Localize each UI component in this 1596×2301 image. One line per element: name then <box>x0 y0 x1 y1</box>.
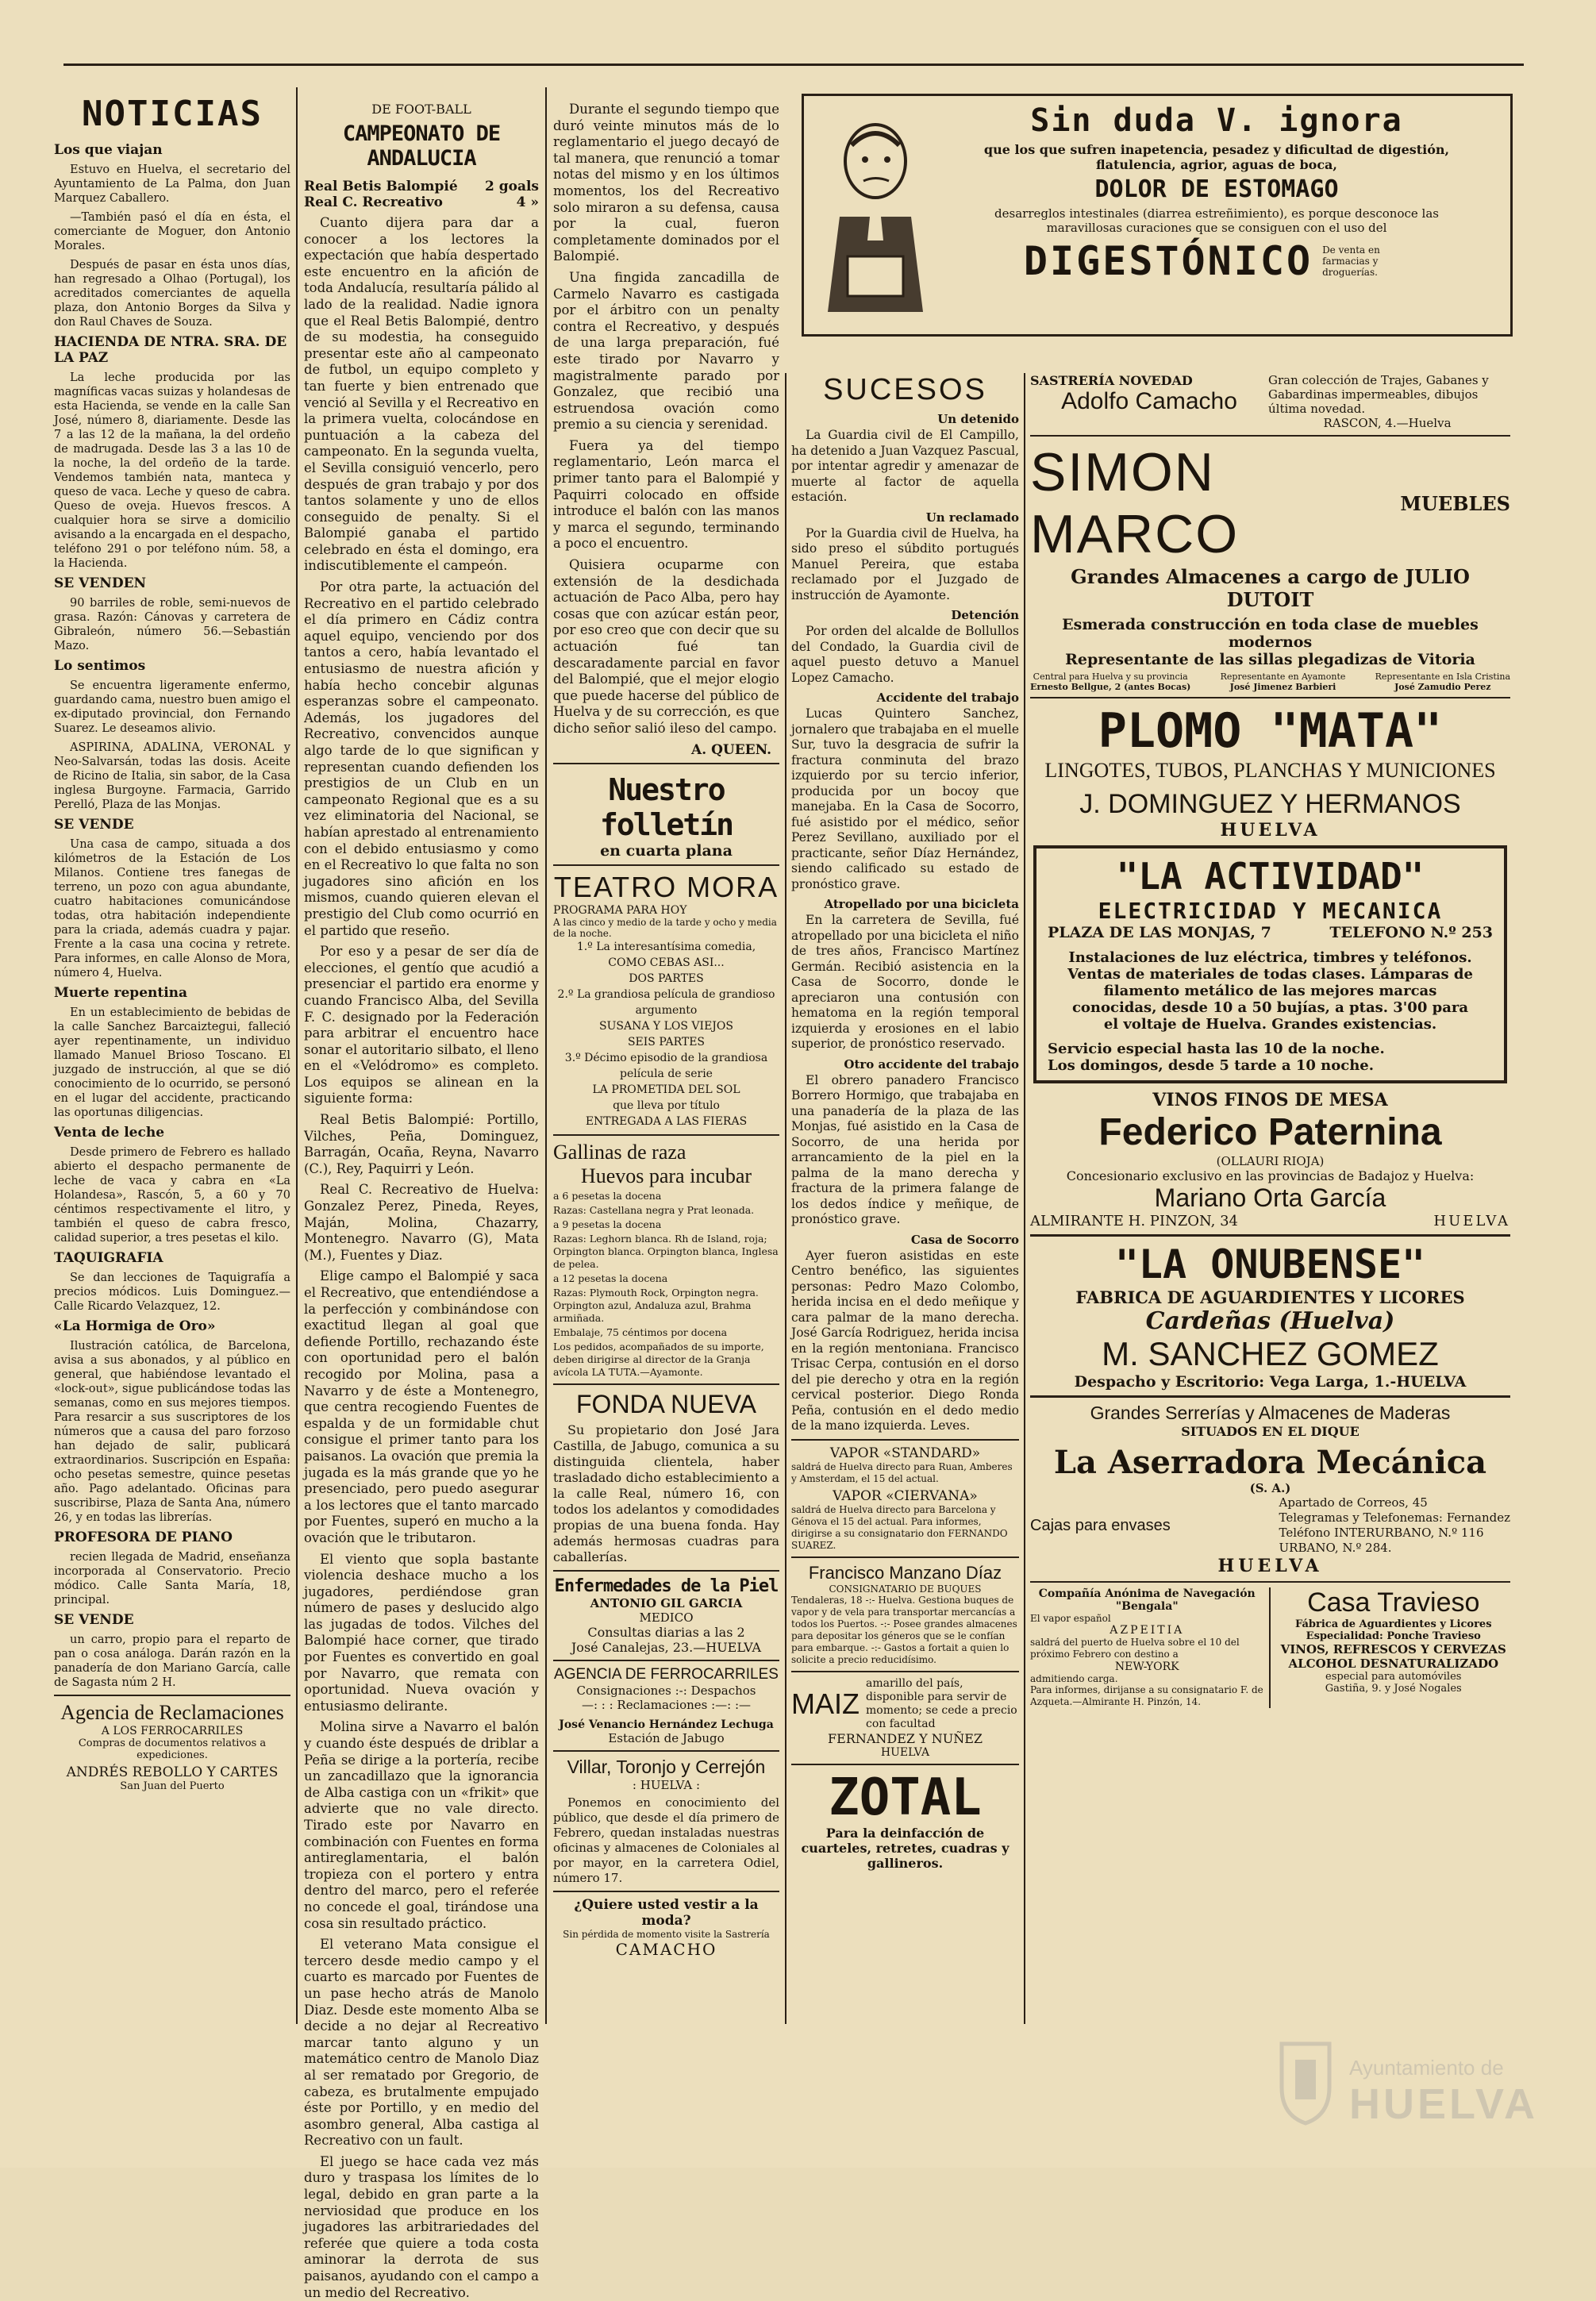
sucesos-list <box>791 412 1019 1434</box>
actividad-title: "LA ACTIVIDAD" <box>1116 855 1425 898</box>
suceso-heading: Otro accidente del trabajo <box>844 1056 1019 1072</box>
travieso-line2: Especialidad: Ponche Travieso <box>1306 1630 1481 1642</box>
suceso-heading: Casa de Socorro <box>910 1232 1019 1247</box>
bengala-line1: El vapor español <box>1030 1613 1111 1624</box>
ferro-place: Estación de Jabugo <box>608 1730 725 1745</box>
news-heading: TAQUIGRAFIA <box>54 1250 163 1266</box>
digestonico-side: De venta en farmacias y droguerías. <box>1322 244 1380 278</box>
football-title: CAMPEONATO DE ANDALUCIA <box>342 121 501 171</box>
suceso-heading: Accidente del trabajo <box>876 691 1019 705</box>
digestonico-line2: DOLOR DE ESTOMAGO <box>1094 175 1339 203</box>
news-heading: SE VENDEN <box>54 575 147 591</box>
football-paragraph: Quisiera ocuparme con extensión de la desdichada actuación de Paco Alba, pero hay cosas que con azúcar están peor, por eso creo que con decir que su actuación fué tan descaradamente parcial en favor del Balompié, que el mejor elogio que puede hacerse del público de Huelva y de su corrección, es que dicho señor salió ileso del campo. <box>553 557 779 736</box>
villar-title: Villar, Toronjo y Cerrejón <box>567 1756 766 1777</box>
agencia-title: Agencia de Reclamaciones <box>60 1701 284 1724</box>
teatro-item: COMO CEBAS ASI... <box>608 956 725 969</box>
news-text: En un establecimiento de bebidas de la calle Sanchez Barcaiztegui, falleció ayer repentinamente, un individuo llamado Manuel Brioso Toscano. El juzgado de instrucción, al que se dió conocimiento de lo ocurrido, se personó en el lugar del accidente, practicando las oportunas diligencias. <box>54 1006 290 1119</box>
teatro-time: A las cinco y medio de la tarde y ocho y media de la noche. <box>553 916 777 939</box>
suceso-text: Por orden del alcalde de Bollullos del Condado, la Guardia civil de aquel puesto detuvo a Manuel Lopez Camacho. <box>791 624 1019 685</box>
divider <box>1030 1234 1510 1237</box>
column-divider <box>296 87 298 2024</box>
sastreria-label: SASTRERÍA NOVEDAD <box>1030 373 1193 388</box>
agencia-text: Compras de documentos relativos a expediciones. <box>78 1737 267 1761</box>
divider <box>553 1383 779 1385</box>
simon-c3b: José Zamudio Perez <box>1394 682 1491 692</box>
actividad-line3: Instalaciones de luz eléctrica, timbres y teléfonos. Ventas de materiales de todas clases. Lámparas de filamento metálico de las mejores marcas conocidas, desde 10 a 50 bujías, a ptas. 3'00 para el voltaje de Huelva. Grandes existencias. <box>1067 949 1473 1033</box>
maiz-text: amarillo del país, disponible para servir de momento; se cede a precio con facultad <box>866 1676 1017 1730</box>
vestir-name: CAMACHO <box>615 1939 717 1959</box>
news-heading: Muerte repentina <box>54 985 188 1001</box>
travieso-title: Casa Travieso <box>1307 1587 1480 1618</box>
teatro-programa: PROGRAMA PARA HOY <box>553 903 687 917</box>
bengala-line3: admitiendo carga. <box>1030 1673 1118 1684</box>
gallinas-item: a 9 pesetas la docena <box>553 1218 662 1230</box>
news-text: La leche producida por las magníficas vacas suizas y holandesas de esta Hacienda, se vende en la calle San José, número 8, diariamente. Desde las 7 a las 12 de la mañana, la del ordeño de madrugada. Desde las 3 a las 10 de la noche, la del ordeño de la tarde. Vendemos también nata, manteca y queso de vaca. Leche y queso de cabra. Queso de oveja. Huevos frescos. A cualquier hora se sirve a domicilio avisando a la encargada en el despacho, teléfono 291 o por teléfono núm. 58, a la Hacienda. <box>54 371 290 570</box>
divider <box>553 1134 779 1136</box>
vestir-title: ¿Quiere usted vestir a la moda? <box>574 1896 759 1929</box>
team-betis: Real Betis Balompié <box>304 179 458 194</box>
top-rule <box>63 63 1524 66</box>
teatro-program <box>553 939 779 1129</box>
teatro-item: SUSANA Y LOS VIEJOS <box>599 1019 733 1033</box>
simon-c2b: José Jimenez Barbieri <box>1229 682 1336 692</box>
left-column <box>54 94 290 2022</box>
gallinas-item: a 6 pesetas la docena <box>553 1189 662 1202</box>
signature: A. QUEEN. <box>691 741 771 758</box>
simon-line2: Esmerada construcción en toda clase de muebles modernos <box>1062 616 1479 651</box>
teatro-item: que lleva por título <box>613 1099 720 1112</box>
vinos-sub: (OLLAURI RIOJA) <box>1216 1154 1325 1168</box>
vapor-standard-text: saldrá de Huelva directo para Ruan, Amberes y Amsterdam, el 15 del actual. <box>791 1460 1013 1484</box>
masthead: NOTICIAS <box>82 94 263 134</box>
vinos-address: ALMIRANTE H. PINZON, 34 <box>1030 1213 1238 1229</box>
digestonico-title: Sin duda V. ignora <box>1030 102 1403 139</box>
villar-text: Ponemos en conocimiento del público, que desde el día primero de Febrero, quedan instaladas nuestras oficinas y almacenes de Coloniales al por mayor, en la carretera Odiel, número 17. <box>553 1795 779 1885</box>
suceso-text: La Guardia civil de El Campillo, ha detenido a Juan Vazquez Pascual, por intentar agredir y amenazar de muerte al factor de aquella estación. <box>791 428 1019 504</box>
bengala-title: Compañía Anónima de Navegación "Bengala" <box>1038 1587 1256 1613</box>
serr-line2: SITUADOS EN EL DIQUE <box>1181 1424 1359 1439</box>
news-text: Se dan lecciones de Taquigrafía a precios módicos. Luis Dominguez.—Calle Ricardo Velazquez, 12. <box>54 1272 290 1313</box>
football-column <box>304 102 539 2300</box>
score-betis: 2 goals <box>484 179 539 194</box>
divider <box>791 1556 1019 1558</box>
fmd-text: Tendaleras, 18 -:- Huelva. Gestiona buques de vapor y de vela para transportar mercancías a todos los Puertos. -:- Posee grandes almacenes para depositar los géneros que se le confían para embarque. -:- Gastos a fortait a quien lo solicite a precio reducidísimo. <box>791 1594 1017 1665</box>
folletin-sub: en cuarta plana <box>600 841 733 860</box>
folletin-title: Nuestro folletín <box>599 771 733 842</box>
serr-a2: Telegramas y Telefonemas: Fernandez <box>1279 1510 1510 1525</box>
vapor-standard-title: VAPOR «STANDARD» <box>829 1445 981 1461</box>
serr-cajas: Cajas para envases <box>1030 1516 1171 1534</box>
simon-c3a: Representante en Isla Cristina <box>1375 671 1510 682</box>
teatro-item: ENTREGADA A LAS FIERAS <box>585 1114 748 1128</box>
divider <box>553 1660 779 1661</box>
gallinas-item: a 12 pesetas la docena <box>553 1272 668 1284</box>
news-heading: HACIENDA DE NTRA. SRA. DE LA PAZ <box>54 334 287 366</box>
simon-title: SIMON MARCO <box>1030 442 1240 564</box>
watermark-line1: Ayuntamiento de <box>1349 2056 1504 2080</box>
serr-sa: (S. A.) <box>1249 1481 1291 1495</box>
football-kicker: DE FOOT-BALL <box>371 102 471 117</box>
onubense-line2: Cardeñas (Huelva) <box>1145 1307 1395 1335</box>
maiz-name: FERNANDEZ Y NUÑEZ <box>827 1730 983 1746</box>
news-text: Una casa de campo, situada a dos kilómetros de la Estación de Los Milanos. Contiene tres fanegas de terreno, un pozo con agua abundante, cuatro habitaciones comunicándose todas, otra habitación independiente para la criada, además cuadra y pajar. Frente a la casa una cocina y retrete. Para informes, en calle Alonso de Mora, número 4, Huelva. <box>54 838 290 979</box>
news-text: ASPIRINA, ADALINA, VERONAL y Neo-Salvarsán, todas las dosis. Aceite de Ricino de Italia, sin sabor, de la Casa inglesa Burgoyne. Farmacia, Garrido Perelló, Plaza de las Monjas. <box>54 741 290 811</box>
suceso-text: Por la Guardia civil de Huelva, ha sido preso el súbdito portugués Manuel Pereira, que estaba reclamado por el Juzgado de instrucción de Ayamonte. <box>791 525 1019 602</box>
news-text: Se encuentra ligeramente enfermo, guardando cama, nuestro buen amigo el ex-diputado provincial, don Fernando Suarez. Le deseamos alivio. <box>54 679 290 735</box>
shield-icon <box>1278 2040 1333 2127</box>
football-paragraph: Cuanto dijera para dar a conocer a los lectores la expectación que había despertado este encuentro en la afición de toda Andalucía, resultaría pálido al lado de la realidad. Nadie ignora que el Real Betis Balompié, dentro de su modestia, ha conseguido presentar este año al campeonato de futbol, un equipo completo y tan fuerte y bien entrenado que venció al Sevilla y el Recreativo en la primera vuelta, colocándose en puntuación a la cabeza del campeonato. En la segunda vuelta, el Sevilla consiguió vencerlo, pero después de gran trabajo y por dos tantos solamente y uno de ellos conseguido de penalty. Si el Balompié ganaba el partido celebrado en ésta el domingo, era indiscutiblemente el campeón. <box>304 215 539 574</box>
news-heading: Lo sentimos <box>54 658 146 674</box>
suceso-heading: Un reclamado <box>925 510 1019 525</box>
divider <box>553 763 779 764</box>
divider <box>791 1671 1019 1672</box>
gallinas-item: Razas: Castellana negra y Prat leonada. <box>553 1203 755 1216</box>
huevos-title: Huevos para incubar <box>580 1164 752 1187</box>
teatro-item: SEIS PARTES <box>627 1035 706 1049</box>
onubense-title: "LA ONUBENSE" <box>1114 1241 1426 1287</box>
news-text: un carro, propio para el reparto de pan o cosa análoga. Darán razón en la panadería de don Mariano García, calle de Sagasta núm 2 H. <box>54 1633 290 1689</box>
zotal-text: Para la deinfacción de cuarteles, retretes, cuadras y gallineros. <box>801 1825 1010 1871</box>
travieso-line5: especial para automóviles <box>1325 1671 1462 1683</box>
ferro-name: José Venancio Hernández Lechuga <box>559 1718 774 1731</box>
score-row <box>304 179 539 194</box>
serr-a1: Apartado de Correos, 45 <box>1279 1495 1428 1510</box>
digestonico-brand: DIGESTÓNICO <box>1023 238 1313 284</box>
fonda-title: FONDA NUEVA <box>576 1389 756 1418</box>
column-divider <box>785 373 786 2024</box>
vinos-name: Federico Paternina <box>1098 1111 1442 1153</box>
watermark-line2: HUELVA <box>1349 2080 1538 2128</box>
teatro-item: 3.º Décimo episodio de la grandiosa película de serie <box>564 1051 768 1080</box>
fmd-sub: CONSIGNATARIO DE BUQUES <box>829 1583 982 1595</box>
vapor-ciervana-text: saldrá de Huelva directo para Barcelona y Génova el 15 del actual. Para informes, dirigirse a su consignatario don FERNANDO SUAREZ. <box>791 1503 1008 1551</box>
teatro-item: 1.º La interesantísima comedia, <box>576 940 756 953</box>
divider <box>1030 1395 1510 1398</box>
divider <box>553 864 779 866</box>
digestonico-ad <box>802 94 1513 337</box>
news-heading: PROFESORA DE PIANO <box>54 1530 233 1545</box>
football-report <box>304 215 539 2301</box>
football-paragraph: El juego se hace cada vez más duro y traspasa los límites de lo legal, debido en gran parte a la nerviosidad que produce en los jugadores las arbitrariedades del referée que quiere a toda costa aminorar la derrota de sus paisanos, ayudando con el campo a un medio del Recreativo. <box>304 2153 539 2300</box>
news-blocks <box>54 142 290 1690</box>
actividad-line5: Los domingos, desde 5 tarde a 10 noche. <box>1048 1057 1375 1074</box>
suceso-text: El obrero panadero Francisco Borrero Hormigo, que trabajaba en una panadería de la plaza de las Monjas, fué asistido en la Casa de Socorro, de una herida por arrancamiento de la piel en la palma de la mano derecha y fractura de la primera falange de los dedos índice y meñique, de pronóstico grave. <box>791 1072 1019 1226</box>
digestonico-line3: desarreglos intestinales (diarrea estreñimiento), es porque desconoce las maravillosas curaciones que se consiguen con el uso del <box>994 206 1439 235</box>
sastreria-text: Gran colección de Trajes, Gabanes y Gabardinas impermeables, dibujos última novedad. <box>1268 373 1489 416</box>
score-row <box>304 194 539 210</box>
team-recreativo: Real C. Recreativo <box>304 194 444 210</box>
fonda-text: Su propietario don José Jara Castilla, de Jabugo, comunica a su distinguida clientela, haber trasladado dicho establecimiento a la calle Real, número 16, con todos los adelantos y comodidades propias de una buena fonda. Hay además hermosas cuadras para caballerías. <box>553 1422 779 1564</box>
football-paragraph: El viento que sopla bastante violencia deshace mucho a los jugadores, perdiéndose gran número de pases y deslucido algo las jugadas de todos. Vilches del Balompié hace corner, que tirado por Fuentes es convertido en goal por Navarro, que remata con oportunidad. Nueva ovación y entusiasmo delirante. <box>304 1551 539 1714</box>
football-paragraph: Elige campo el Balompié y saca el Recreativo, que entendiéndose a la perfección y combinándose con exactitud llegan al goal que defiende Portillo, rechazando éste con oportunidad pero el balón recogido por Molina, pasa a Navarro y de éste a Montenegro, que centra recogiendo Fuentes de espalda y de un formidable chut consigue el primer tanto para los paisanos. La ovación que premia la jugada es la más grande que yo he presenciado, pero puedo asegurar a los lectores que el tanto marcado por Fuentes, superó en mucho a la ovación que le tributaron. <box>304 1268 539 1545</box>
piel-hours: Consultas diarias a las 2 <box>587 1624 745 1640</box>
suceso-text: Lucas Quintero Sanchez, jornalero que trabajaba en el muelle Sur, tuvo la desgracia de sufrir la fractura conminuta del brazo izquierdo por su tercio inferior, producida por un bocoy que manejaba. En la Casa de Socorro, fué asistido por el médico, señor Perez Sevillano, auxiliado por el practicante, señor Díaz Hernández, siendo calificado su estado de pronóstico grave. <box>791 706 1019 891</box>
vinos-agent: Mariano Orta García <box>1154 1183 1386 1212</box>
football-paragraph: Una fingida zancadilla de Carmelo Navarro es castigada por el árbitro con un penalty contra el Recreativo, y después de una larga preparación, fué este tirado por Navarro y magistralmente parado por Gonzalez, que recibió una estruendosa ovación como premio a su ciencia y serenidad. <box>553 269 779 433</box>
actividad-line4: Servicio especial hasta las 10 de la noche. <box>1048 1041 1385 1057</box>
vapor-ciervana-title: VAPOR «CIERVANA» <box>833 1487 978 1504</box>
news-heading: SE VENDE <box>54 1612 134 1628</box>
plomo-line3: HUELVA <box>1220 820 1321 841</box>
bengala-line4: Para informes, dirijanse a su consignatario F. de Azqueta.—Almirante H. Pinzón, 14. <box>1030 1684 1263 1707</box>
sastreria-name: Adolfo Camacho <box>1061 388 1237 414</box>
column-divider <box>545 87 547 2024</box>
bengala-ship: AZPEITIA <box>1110 1624 1185 1637</box>
ferro-title: AGENCIA DE FERROCARRILES <box>554 1665 779 1683</box>
travieso-line6: Gastiña, 9. y José Nogales <box>1325 1683 1462 1695</box>
teatro-item: 2.º La grandiosa película de grandioso argumento <box>557 987 775 1017</box>
news-text: Desde primero de Febrero es hallado abierto el despacho permanente de leche de vaca y cabra en «La Holandesa», Rascón, 5, a 60 y 70 céntimos respectivamente el litro, y también el queso de cabra fresco, calidad superior, a tres pesetas el kilo. <box>54 1146 290 1245</box>
simon-line1: Grandes Almacenes a cargo de JULIO DUTOIT <box>1071 565 1470 611</box>
divider <box>791 1764 1019 1765</box>
piel-address: José Canalejas, 23.—HUELVA <box>571 1639 762 1655</box>
actividad-phone: TELEFONO N.º 253 <box>1329 924 1493 941</box>
sucesos-title: SUCESOS <box>823 373 987 406</box>
vinos-text: Concesionario exclusivo en las provincias de Badajoz y Huelva: <box>1066 1168 1475 1183</box>
simon-c2a: Representante en Ayamonte <box>1220 671 1346 682</box>
divider <box>1030 697 1510 698</box>
piel-role: MEDICO <box>639 1610 694 1625</box>
score-recreativo: 4 » <box>516 194 539 210</box>
football-paragraph: Por eso y a pesar de ser día de elecciones, el gentío que acudió a presenciar el partido era enorme y cuando Francisco Alba, del Sevilla F. C. designado por la Federación para arbitrar el encuentro hace sonar el autoritario silbato, el lleno en el «Velódromo» es completo. Los equipos se alinean en la siguiente forma: <box>304 944 539 1106</box>
suceso-heading: Detención <box>951 608 1019 622</box>
right-ads-column <box>1030 373 1510 2032</box>
simon-c1b: Ernesto Bellgue, 2 (antes Bocas) <box>1030 682 1191 692</box>
divider <box>553 1891 779 1892</box>
sastreria-address: RASCON, 4.—Huelva <box>1323 416 1452 430</box>
bengala-dest: NEW-YORK <box>1114 1660 1179 1673</box>
teatro-item: DOS PARTES <box>629 972 704 985</box>
news-text: Después de pasar en ésta unos días, han regresado a Olhao (Portugal), los acreditados comerciantes de aquella plaza, don Antonio Borges da Silva y don Raul Chaves de Souza. <box>54 259 290 329</box>
news-heading: Venta de leche <box>54 1125 165 1141</box>
actividad-line1: ELECTRICIDAD Y MECANICA <box>1098 898 1443 924</box>
suceso-heading: Un detenido <box>937 412 1019 426</box>
teatro-item: LA PROMETIDA DEL SOL <box>592 1083 740 1096</box>
piel-name: ANTONIO GIL GARCIA <box>590 1595 743 1610</box>
travieso-line1: Fábrica de Aguardientes y Licores <box>1294 1618 1492 1630</box>
news-text: —También pasó el día en ésta, el comerciante de Moguer, don Antonio Morales. <box>54 211 290 252</box>
travieso-line3: VINOS, REFRESCOS Y CERVEZAS <box>1280 1642 1506 1656</box>
divider <box>553 1750 779 1752</box>
serr-title: La Aserradora Mecánica <box>1053 1444 1487 1481</box>
actividad-box <box>1033 845 1507 1083</box>
travieso-line4: ALCOHOL DESNATURALIZADO <box>1288 1656 1499 1671</box>
onubense-line1: FABRICA DE AGUARDIENTES Y LICORES <box>1075 1287 1465 1307</box>
divider <box>553 1570 779 1572</box>
actividad-address: PLAZA DE LAS MONJAS, 7 <box>1048 924 1271 941</box>
man-illustration <box>816 106 935 320</box>
news-heading: SE VENDE <box>54 817 134 833</box>
vestir-sub: Sin pérdida de momento visite la Sastrería <box>563 1928 770 1940</box>
plomo-line1: LINGOTES, TUBOS, PLANCHAS Y MUNICIONES <box>1044 759 1496 782</box>
onubense-line4: Despacho y Escritorio: Vega Larga, 1.-HUELVA <box>1074 1373 1467 1391</box>
ferro-line1: Consignaciones :-: Despachos <box>576 1683 756 1698</box>
simon-c1a: Central para Huelva y su provincia <box>1033 671 1188 682</box>
suceso-text: En la carretera de Sevilla, fué atropellado por una bicicleta el niño de tres años, Francisco Martínez Germán. Recibió asistencia en la Casa de Socorro, donde le apreciaron una contusión con hematoma en la región temporal izquierda y erosiones en el labio superior, de pronóstico reservado. <box>791 913 1019 1051</box>
news-text: recien llegada de Madrid, enseñanza incorporada al Conservatorio. Precio módico. Calle Santa María, 18, principal. <box>54 1551 290 1606</box>
football-paragraph: Molina sirve a Navarro el balón y cuando éste después de driblar a Peña se dirige a la portería, recibe un zancadillazo que la ignorancia de Alba castiga con un «frikit» que advierte que no vale directo. Tirado este por Navarro en combinación con Fuentes en forma antireglamentaria, el balón tropieza con el portero y entra dentro del marco, pero el referée no concede el goal, tirándose una cosa sin resultado práctico. <box>304 1719 539 1931</box>
divider <box>54 1695 290 1696</box>
football-paragraph: Durante el segundo tiempo que duró veinte minutos más de lo reglamentario el juego decayó de tal manera, que renunció a tomar notas del mismo y en los últimos momentos, los del Recreativo solo miraron a su defensa, causa por la cual, fueron completamente dominados por el Balompié. <box>553 102 779 264</box>
teatro-title: TEATRO MORA <box>553 870 779 903</box>
ferro-line2: —: : : Reclamaciones :—: :— <box>581 1697 752 1712</box>
agencia-sub: A LOS FERROCARRILES <box>101 1725 244 1737</box>
football-paragraph: El veterano Mata consigue el tercero desde medio campo y el cuarto es marcado por Fuentes de un pase hecho atrás de Manolo Diaz. Desde este momento Alba se decide a no dejar al Recreativo marcar tanto alguno y un matemático centro de Manolo Diaz al ser rematado por Gregorio, de cabeza, es brutalmente empujado éste por Portillo, y en medio del asombro general, Alba castiga al Recreativo con un fault. <box>304 1937 539 2149</box>
piel-title: Enfermedades de la Piel <box>554 1576 779 1596</box>
divider <box>1030 1581 1510 1583</box>
gallinas-item: Embalaje, 75 céntimos por docena <box>553 1326 728 1338</box>
plomo-line2: J. DOMINGUEZ Y HERMANOS <box>1079 789 1461 819</box>
agencia-address: San Juan del Puerto <box>120 1780 225 1792</box>
gallinas-title: Gallinas de raza <box>553 1140 686 1164</box>
football-paragraph: Por otra parte, la actuación del Recreativo en el partido celebrado el día primero en Cádiz contra aquel equipo, venciendo por dos tantos a cero, había levantado el entusiasmo de nuestra afición y había hecho concebir algunas esperanzas sobre el campeonato. Además, los jugadores del Recreativo, convencidos aunque algo tarde de lo que significan y representan cuando defienden los prestigios de un Club en un campeonato Regional que es a su vez eliminatoria del Nacional, se habían aprestado al entrenamiento con el debido entusiasmo y como en el Recreativo lo que falta no son jugadores sino afición en los mismos, cuando quieren elevan el prestigio del Club como ocurrió en el partido que reseño. <box>304 579 539 938</box>
news-text: 90 barriles de roble, semi-nuevos de grasa. Razón: Cánovas y carretera de Gibraleón, número 56.—Sebastián Mazo. <box>54 597 290 652</box>
news-text: Estuvo en Huelva, el secretario del Ayuntamiento de La Palma, don Juan Marquez Caballero. <box>54 164 290 205</box>
onubense-line3: M. SANCHEZ GOMEZ <box>1102 1335 1439 1372</box>
football-paragraph: Fuera ya del tiempo reglamentario, León marca el primer tanto para el Balompié y Paquirri colocado en offside introduce el balón con las manos y marca el segundo, terminando a poco el encuentro. <box>553 437 779 552</box>
maiz-place: HUELVA <box>880 1745 930 1759</box>
simon-line3: Representante de las sillas plegadizas de Vitoria <box>1065 651 1475 668</box>
divider <box>1030 435 1510 437</box>
gallinas-item: Razas: Leghorn blanca. Rh de Island, roja; Orpington blanca. Orpington blanca, Inglesa de pelea. <box>553 1232 779 1270</box>
news-heading: Los que viajan <box>54 142 163 158</box>
gallinas-item: Razas: Plymouth Rock, Orpington negra. Orpington azul, Andaluza azul, Brahma armiñada. <box>553 1286 759 1324</box>
zotal-title: ZOTAL <box>829 1768 982 1827</box>
sucesos-column <box>791 373 1019 2024</box>
agencia-name: ANDRÉS REBOLLO Y CARTES <box>66 1764 279 1780</box>
suceso-heading: Atropellado por una bicicleta <box>824 897 1019 911</box>
serr-a4: URBANO, N.º 284. <box>1279 1541 1392 1555</box>
vinos-city: HUELVA <box>1433 1213 1510 1229</box>
football-paragraph: Real Betis Balompié: Portillo, Vilches, Peña, Dominguez, Barragán, Ocaña, Reyna, Navarro (C.), Rey, Paquirri y León. <box>304 1112 539 1176</box>
digestonico-line1: que los que sufren inapetencia, pesadez y dificultad de digestión, flatulencia, agrior, aguas de boca, <box>983 142 1450 172</box>
gallinas-item: Los pedidos, acompañados de su importe, deben dirigirse al director de la Granja avícola LA TUTA.—Ayamonte. <box>553 1340 764 1378</box>
column-3 <box>553 102 779 2022</box>
gallinas-list <box>553 1190 779 1379</box>
archive-watermark <box>1278 2032 1540 2151</box>
villar-place: : HUELVA : <box>632 1777 701 1792</box>
news-heading: «La Hormiga de Oro» <box>54 1318 216 1334</box>
fmd-title: Francisco Manzano Díaz <box>808 1562 1002 1583</box>
football-continuation <box>553 102 779 737</box>
serr-a3: Teléfono INTERURBANO, N.º 116 <box>1279 1526 1484 1540</box>
football-paragraph: Real C. Recreativo de Huelva: Gonzalez Perez, Pineda, Reyes, Maján, Molina, Chazarry, Montenegro. Navarro (G), Mata (M.), Fuentes y Diaz. <box>304 1182 539 1263</box>
plomo-title: PLOMO "MATA" <box>1098 703 1443 759</box>
simon-side: MUEBLES <box>1400 491 1510 515</box>
suceso-text: Ayer fueron asistidas en este Centro benéfico, las siguientes personas: Pedro Mazo Colombo, herida incisa en el dedo meñique y cara palmar de la mano derecha. José García Rodriguez, herida incisa en la región mentoniana. Francisco Trisac Cerpa, contusión en el dorso del pie derecho y otra en la región cervical posterior. Diego Ronda Peña, contusión en el dedo medio de la mano izquierda. Leves. <box>791 1248 1019 1433</box>
serr-line1: Grandes Serrerías y Almacenes de Maderas <box>1090 1403 1451 1423</box>
maiz-title: MAIZ <box>791 1687 860 1720</box>
bengala-line2: saldrá del puerto de Huelva sobre el 10 del próximo Febrero con destino a <box>1030 1637 1240 1660</box>
vinos-line1: VINOS FINOS DE MESA <box>1152 1090 1388 1110</box>
divider <box>791 1439 1019 1441</box>
serr-city: HUELVA <box>1217 1556 1323 1576</box>
column-divider <box>1024 373 1025 2024</box>
news-text: Ilustración católica, de Barcelona, avisa a sus abonados, y al público en general, que habiéndose levantado el «lock-out», sigue publicándose todas las semanas, como en sus mejores tiempos. Para resarcir a sus suscriptores de los números que a causa del paro forzoso han dejado de salir, publicará extraordinarios. Suscripción en España: ocho pesetas semestre, quince pesetas año. Pago adelantado. Oficinas para suscribirse, Plaza de Santa Ana, número 26, y en todas las librerías. <box>54 1340 290 1524</box>
